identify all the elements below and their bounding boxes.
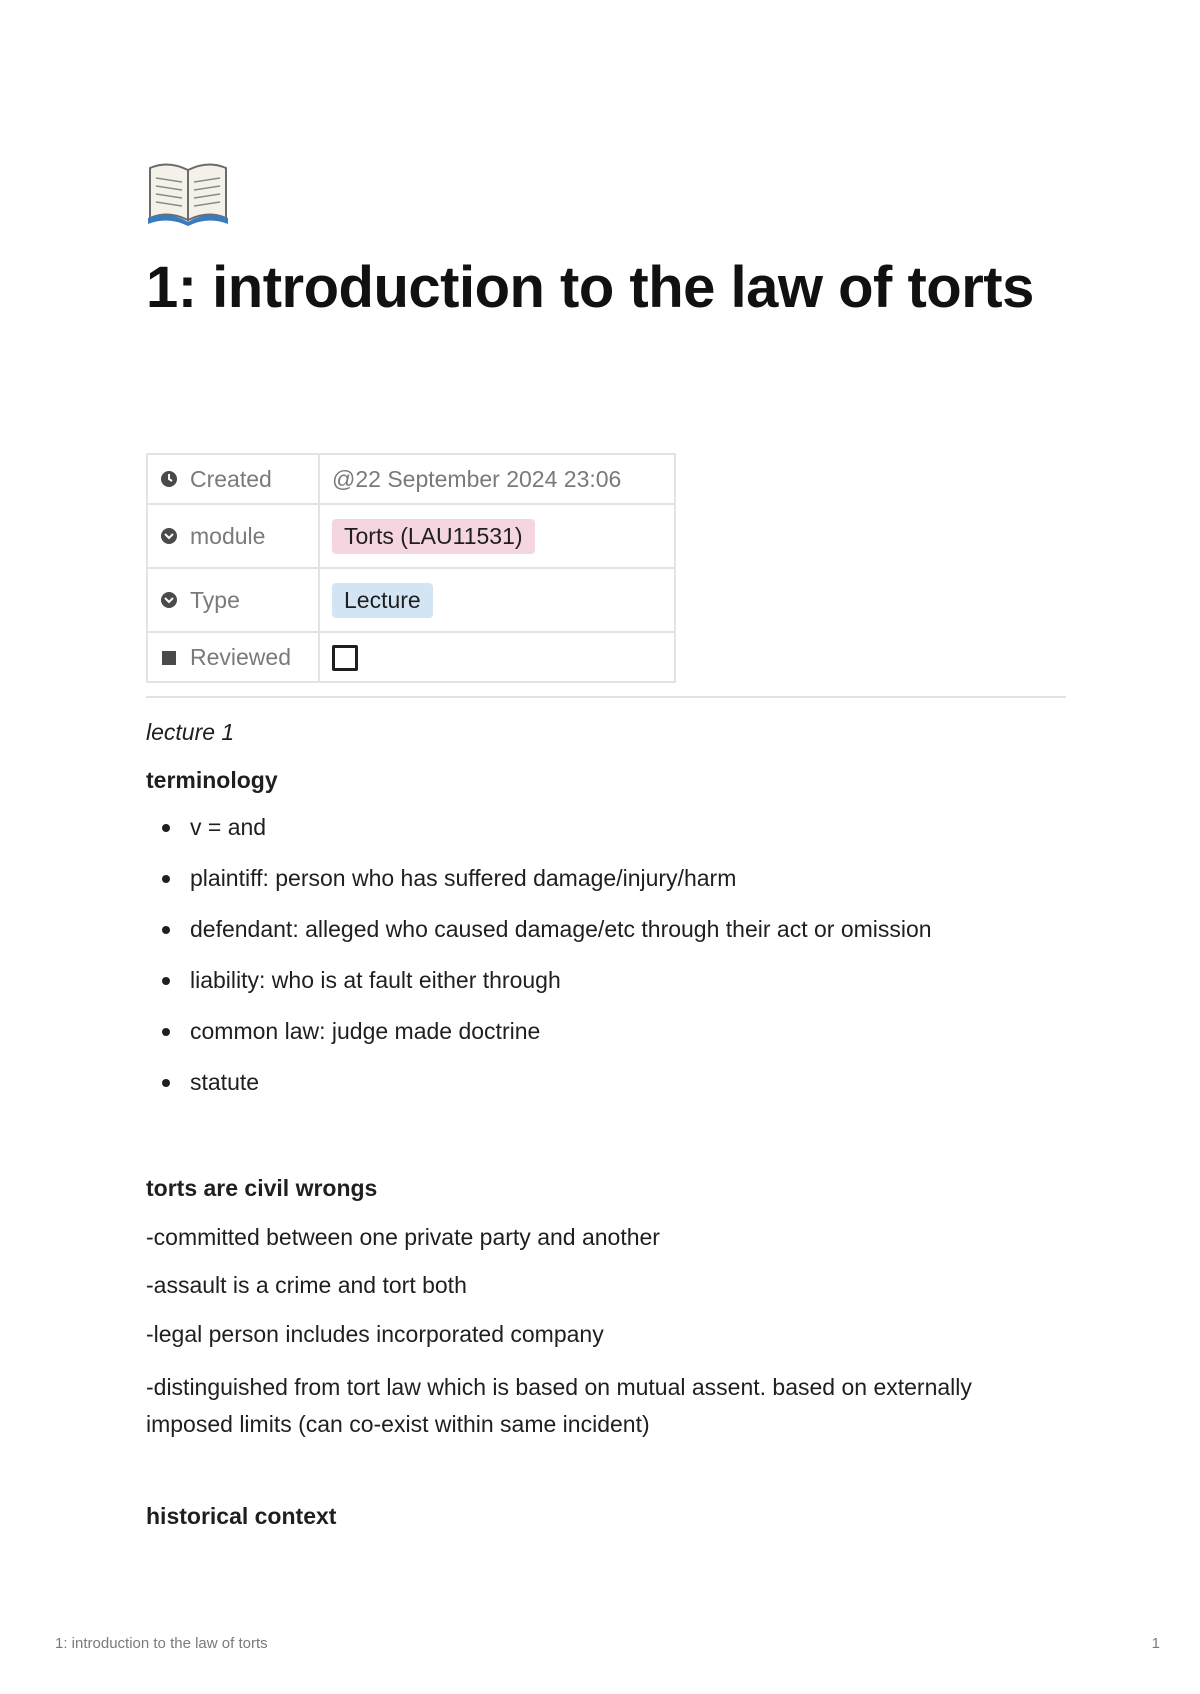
paragraph: -legal person includes incorporated company bbox=[146, 1321, 604, 1347]
property-label: Created bbox=[190, 465, 272, 492]
list-item: statute bbox=[146, 1068, 932, 1119]
property-row-created bbox=[147, 454, 675, 504]
list-item: liability: who is at fault either through bbox=[146, 966, 932, 1017]
paragraph: -committed between one private party and another bbox=[146, 1224, 660, 1250]
list-item: plaintiff: person who has suffered damage/injury/harm bbox=[146, 864, 932, 915]
property-row-module bbox=[147, 504, 675, 568]
list-item: v = and bbox=[146, 813, 932, 864]
select-icon bbox=[160, 591, 178, 609]
property-row-reviewed bbox=[147, 632, 675, 682]
module-tag[interactable]: Torts (LAU11531) bbox=[332, 519, 535, 554]
footer-title: 1: introduction to the law of torts bbox=[55, 1635, 268, 1652]
property-label: Type bbox=[190, 586, 240, 613]
terminology-heading: terminology bbox=[146, 767, 278, 793]
property-row-type bbox=[147, 568, 675, 632]
created-date-value[interactable]: @22 September 2024 23:06 bbox=[332, 465, 622, 492]
paragraph: -distinguished from tort law which is based on mutual assent. based on externally imposed limits (can co-exist within same incident) bbox=[146, 1374, 972, 1437]
historical-heading: historical context bbox=[146, 1503, 337, 1529]
lecture-label: lecture 1 bbox=[146, 719, 235, 745]
clock-icon bbox=[160, 470, 178, 488]
civil-wrongs-heading: torts are civil wrongs bbox=[146, 1175, 378, 1201]
open-book-icon bbox=[146, 158, 230, 226]
page-title: 1: introduction to the law of torts bbox=[146, 255, 1034, 320]
page-number: 1 bbox=[1151, 1635, 1160, 1652]
divider bbox=[146, 696, 1066, 698]
reviewed-checkbox[interactable] bbox=[332, 645, 358, 671]
select-icon bbox=[160, 527, 178, 545]
property-label: module bbox=[190, 522, 266, 549]
terminology-list bbox=[146, 813, 932, 1119]
properties-table bbox=[146, 453, 676, 683]
property-label: Reviewed bbox=[190, 643, 291, 670]
paragraph: -assault is a crime and tort both bbox=[146, 1272, 467, 1298]
type-tag[interactable]: Lecture bbox=[332, 583, 433, 618]
list-item: defendant: alleged who caused damage/etc through their act or omission bbox=[146, 915, 932, 966]
list-item: common law: judge made doctrine bbox=[146, 1017, 932, 1068]
checkbox-icon bbox=[160, 648, 178, 666]
